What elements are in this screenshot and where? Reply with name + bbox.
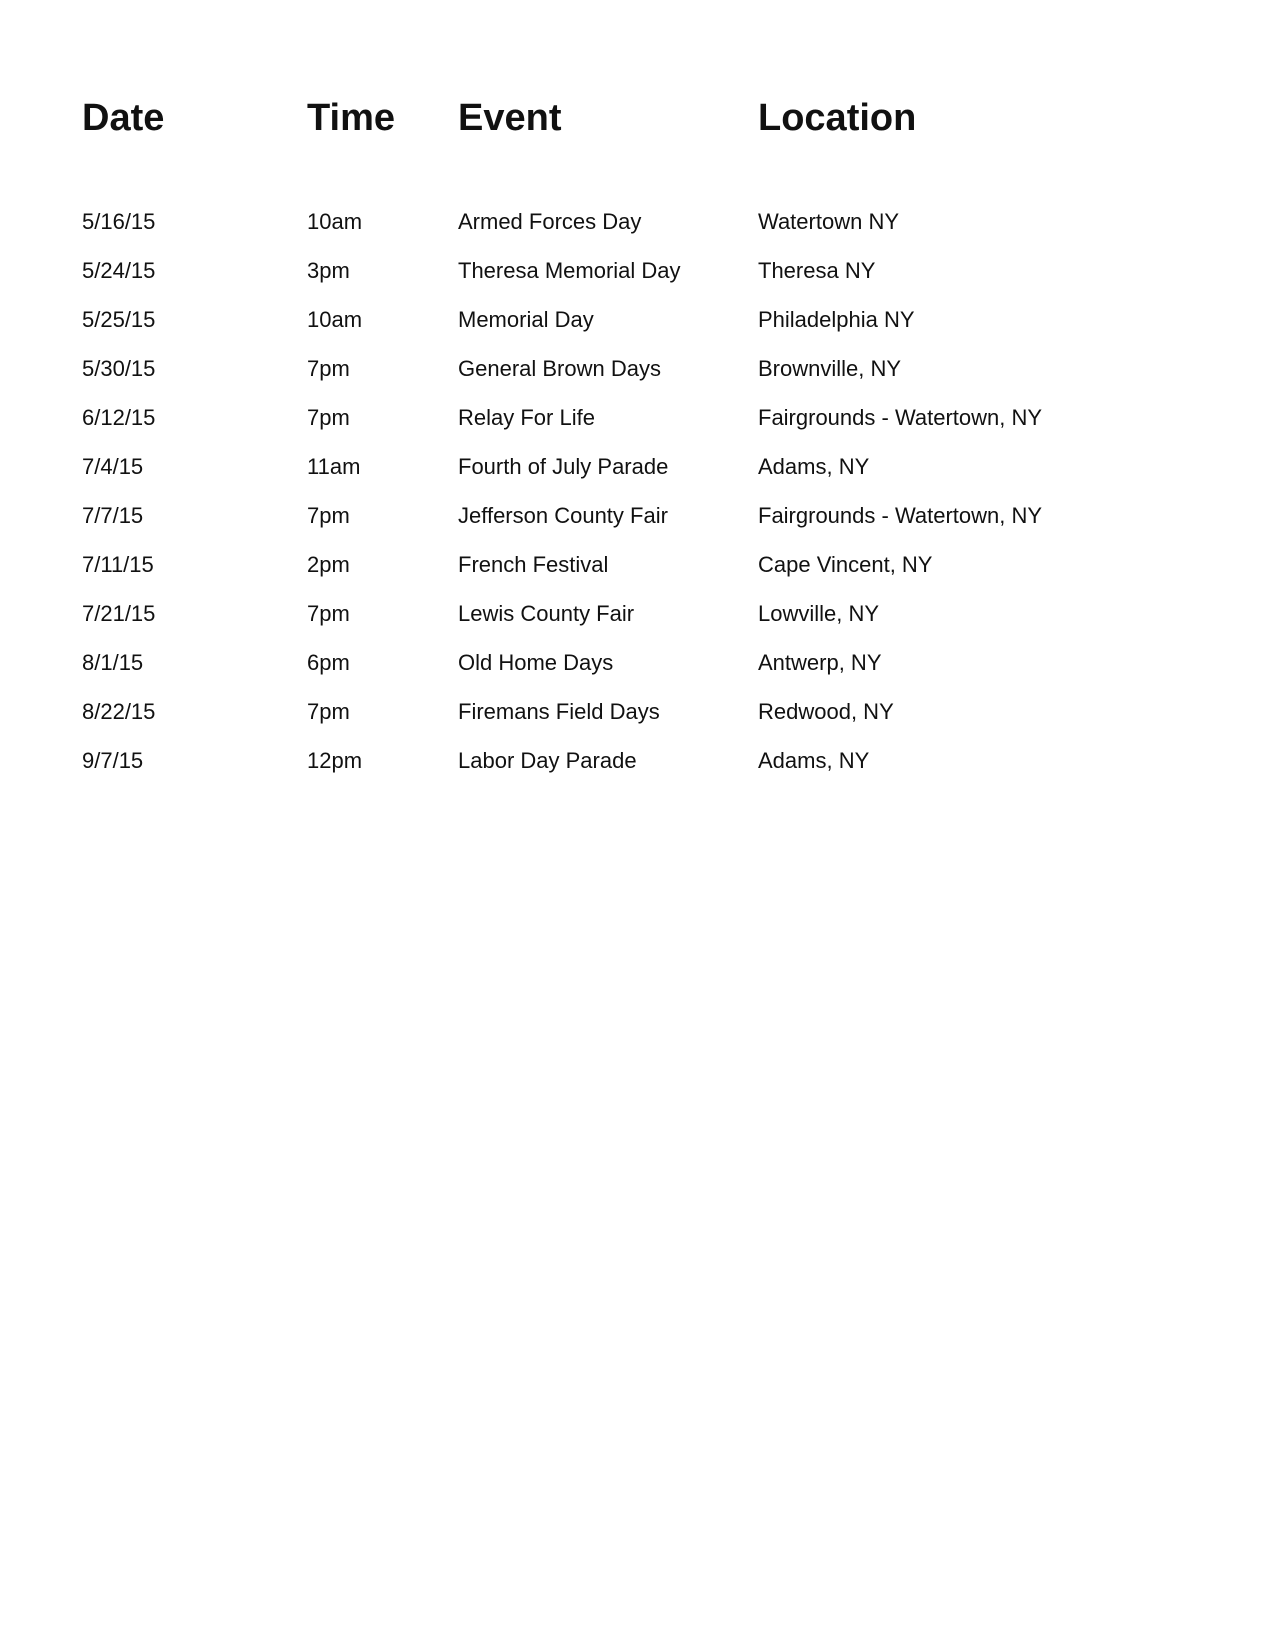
event-cell: French Festival bbox=[458, 552, 609, 577]
date-cell: 5/25/15 bbox=[82, 307, 156, 332]
location-cell: Adams, NY bbox=[758, 454, 870, 479]
event-cell: Jefferson County Fair bbox=[458, 503, 668, 528]
schedule-row bbox=[82, 745, 1082, 794]
schedule-row bbox=[82, 696, 1082, 745]
location-cell: Watertown NY bbox=[758, 209, 900, 234]
schedule-row bbox=[82, 647, 1082, 696]
time-cell: 7pm bbox=[307, 601, 350, 626]
time-cell: 2pm bbox=[307, 552, 350, 577]
event-cell: Labor Day Parade bbox=[458, 748, 637, 773]
time-cell: 7pm bbox=[307, 503, 350, 528]
time-cell: 11am bbox=[307, 454, 361, 479]
location-cell: Fairgrounds - Watertown, NY bbox=[758, 405, 1043, 430]
event-cell: Fourth of July Parade bbox=[458, 454, 669, 479]
time-cell: 3pm bbox=[307, 258, 350, 283]
schedule-row bbox=[82, 255, 1082, 304]
time-cell: 6pm bbox=[307, 650, 350, 675]
schedule-row bbox=[82, 353, 1082, 402]
header-time: Time bbox=[307, 97, 396, 139]
event-cell: Lewis County Fair bbox=[458, 601, 635, 626]
schedule-row bbox=[82, 304, 1082, 353]
schedule-row bbox=[82, 598, 1082, 647]
event-cell: Old Home Days bbox=[458, 650, 614, 675]
time-cell: 7pm bbox=[307, 699, 350, 724]
time-cell: 10am bbox=[307, 209, 363, 234]
event-cell: Firemans Field Days bbox=[458, 699, 660, 724]
header-row bbox=[82, 92, 1082, 144]
date-cell: 7/11/15 bbox=[82, 552, 154, 577]
location-cell: Fairgrounds - Watertown, NY bbox=[758, 503, 1043, 528]
date-cell: 7/21/15 bbox=[82, 601, 156, 626]
event-cell: Armed Forces Day bbox=[458, 209, 642, 234]
location-cell: Lowville, NY bbox=[758, 601, 880, 626]
header-location: Location bbox=[758, 97, 917, 139]
time-cell: 7pm bbox=[307, 405, 350, 430]
location-cell: Redwood, NY bbox=[758, 699, 894, 724]
event-cell: Relay For Life bbox=[458, 405, 595, 430]
event-cell: General Brown Days bbox=[458, 356, 661, 381]
schedule-row bbox=[82, 402, 1082, 451]
location-cell: Adams, NY bbox=[758, 748, 870, 773]
time-cell: 10am bbox=[307, 307, 363, 332]
event-cell: Memorial Day bbox=[458, 307, 594, 332]
location-cell: Cape Vincent, NY bbox=[758, 552, 933, 577]
location-cell: Theresa NY bbox=[758, 258, 876, 283]
schedule-row bbox=[82, 206, 1082, 255]
event-cell: Theresa Memorial Day bbox=[458, 258, 681, 283]
date-cell: 5/24/15 bbox=[82, 258, 156, 283]
schedule-row bbox=[82, 451, 1082, 500]
time-cell: 12pm bbox=[307, 748, 363, 773]
date-cell: 8/1/15 bbox=[82, 650, 144, 675]
date-cell: 5/30/15 bbox=[82, 356, 156, 381]
location-cell: Brownville, NY bbox=[758, 356, 902, 381]
date-cell: 7/7/15 bbox=[82, 503, 144, 528]
schedule-rows bbox=[82, 206, 1082, 794]
event-schedule bbox=[82, 92, 1082, 773]
date-cell: 9/7/15 bbox=[82, 748, 144, 773]
date-cell: 7/4/15 bbox=[82, 454, 144, 479]
header-event: Event bbox=[458, 97, 562, 139]
header-date: Date bbox=[82, 97, 165, 139]
time-cell: 7pm bbox=[307, 356, 350, 381]
schedule-row bbox=[82, 549, 1082, 598]
location-cell: Antwerp, NY bbox=[758, 650, 882, 675]
date-cell: 5/16/15 bbox=[82, 209, 156, 234]
date-cell: 8/22/15 bbox=[82, 699, 156, 724]
date-cell: 6/12/15 bbox=[82, 405, 156, 430]
location-cell: Philadelphia NY bbox=[758, 307, 915, 332]
schedule-row bbox=[82, 500, 1082, 549]
